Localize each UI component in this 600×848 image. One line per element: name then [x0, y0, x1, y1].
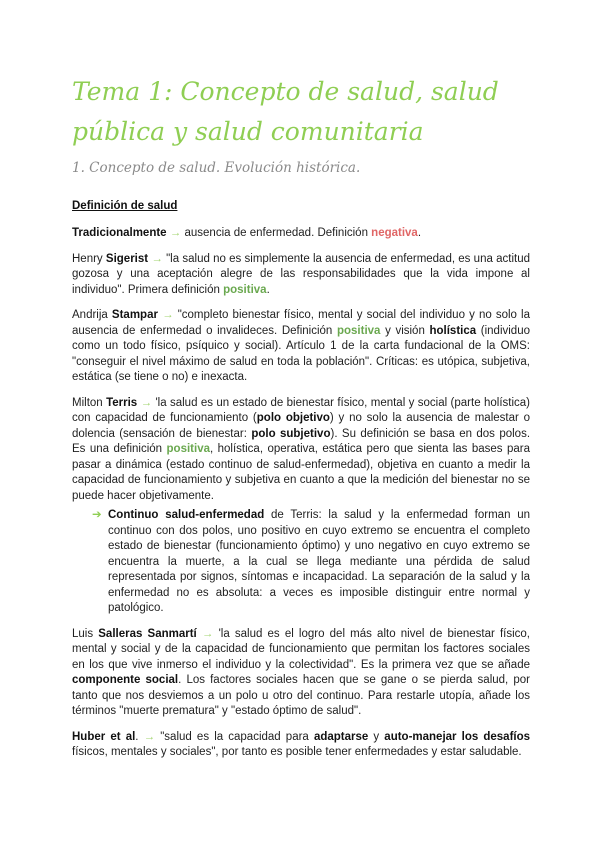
text: "completo bienestar físico, mental y social del individuo y no solo la ausencia de enfermedad o invalideces. Definición	[72, 309, 531, 337]
paragraph-sigerist	[72, 252, 530, 299]
bullet-text	[108, 508, 530, 617]
bold-term: polo subjetivo	[251, 427, 331, 440]
arrow-icon: →	[140, 396, 153, 409]
bold-term: holística	[429, 324, 477, 337]
positive-label: positiva	[336, 324, 381, 337]
author-first-name: Luis	[72, 627, 99, 640]
document-body	[72, 200, 530, 771]
negative-label: negativa	[371, 227, 418, 239]
text: 'la salud es el logro del más alto nivel de bienestar físico, mental y social y de la capacidad de funcionamiento que permitan los factores sociales en los que vive inmerso el individuo y la colectividad". Es la primera vez que se añade	[72, 627, 530, 671]
author-name: Tradicionalmente	[72, 227, 167, 239]
author-name: Stampar	[111, 309, 158, 321]
text: "la salud no es simplemente la ausencia de enfermedad, es una actitud gozosa y una aceptación alegre de las responsabilidades que la vida impone al individuo". Primera definición	[72, 252, 530, 296]
definition-heading: Definición de salud	[72, 200, 178, 212]
arrow-icon: →	[162, 309, 174, 321]
text: .	[266, 283, 270, 296]
text: , holística, operativa, estática pero que sienta las bases para pasar a dinámica (estado continuo de salud-enfermedad), objetiva en cuanto a medir la capacidad de funcionamiento y subjetiva en cuanto a que la medición del bienestar no se puede hacer objetivamente.	[72, 443, 530, 502]
arrow-icon: →	[201, 627, 214, 640]
author-name: Sigerist	[105, 252, 149, 265]
bold-term: auto-manejar los desafíos	[384, 730, 531, 743]
text: . Los factores sociales hacen que se gane o se pierda salud, por tanto que nos desviemos a un polo u otro del continuo. Para restarle utopía, añade los términos "muerte prematura" y "estado óptimo de salud".	[72, 674, 530, 717]
author-name: Huber et al	[72, 730, 136, 743]
text: .	[417, 227, 422, 239]
bold-term: Continuo salud-enfermedad	[108, 509, 265, 521]
arrow-icon: →	[169, 227, 182, 239]
section-subtitle: 1. Concepto de salud. Evolución histórica.	[72, 160, 361, 176]
paragraph-terris	[72, 396, 530, 505]
bullet-continuo	[72, 508, 530, 617]
text: y visión	[380, 324, 430, 337]
text: 'la salud es un estado de bienestar físico, mental y social (parte holística) con capacidad de funcionamiento (	[72, 396, 530, 424]
bold-term: componente social	[72, 674, 179, 686]
page-title: Tema 1: Concepto de salud, salud pública y salud comunitaria	[72, 77, 499, 146]
text: (individuo como un todo físico, psíquico y social). Artículo 1 de la carta fundacional de la OMS: "conseguir el nivel máximo de salud en toda la población". Críticas: es utópica, subjetiva, estática (se tiene o no) e inexacta.	[72, 324, 530, 383]
text: de Terris: la salud y la enfermedad forman un continuo con dos polos, uno positivo en cuyo extremo se encuentra el completo estado de bienestar (funcionamiento óptimo) y uno negativo en cuyo extremo se encuentra la muerte, a la cual se llega mediante una pérdida de salud representada por signos, síntomas e incapacidad. La separación de la salud y la enfermedad no es absoluta: a veces es imposible distinguir entre normal y patológico.	[108, 509, 531, 614]
arrow-icon: →	[151, 252, 163, 265]
author-first-name: Milton	[72, 396, 107, 409]
text: ). Su definición se basa en dos polos. Es una definición	[72, 427, 531, 455]
paragraph-stampar	[72, 308, 530, 386]
author-first-name: Andrija	[72, 309, 112, 321]
author-name: Salleras Sanmartí	[98, 627, 197, 640]
text: ) y no solo la ausencia de malestar o dolencia (sensación de bienestar:	[72, 412, 530, 440]
paragraph-huber	[72, 730, 530, 761]
text: .	[135, 730, 144, 743]
paragraph-tradicionalmente	[72, 226, 530, 242]
text: físicos, mentales y sociales", por tanto es posible tener enfermedades y estar saludable.	[72, 746, 522, 758]
positive-label: positiva	[166, 443, 210, 455]
author-name: Terris	[106, 396, 138, 409]
text: ausencia de enfermedad. Definición	[181, 227, 372, 239]
arrow-icon: →	[143, 730, 156, 743]
paragraph-salleras	[72, 627, 530, 720]
text: y	[368, 730, 385, 743]
positive-label: positiva	[223, 283, 267, 296]
bold-term: adaptarse	[313, 730, 369, 743]
bold-term: polo objetivo	[256, 412, 330, 424]
author-first-name: Henry	[72, 252, 106, 265]
text: "salud es la capacidad para	[155, 730, 314, 743]
bullet-arrow-icon: ➔	[92, 509, 102, 521]
